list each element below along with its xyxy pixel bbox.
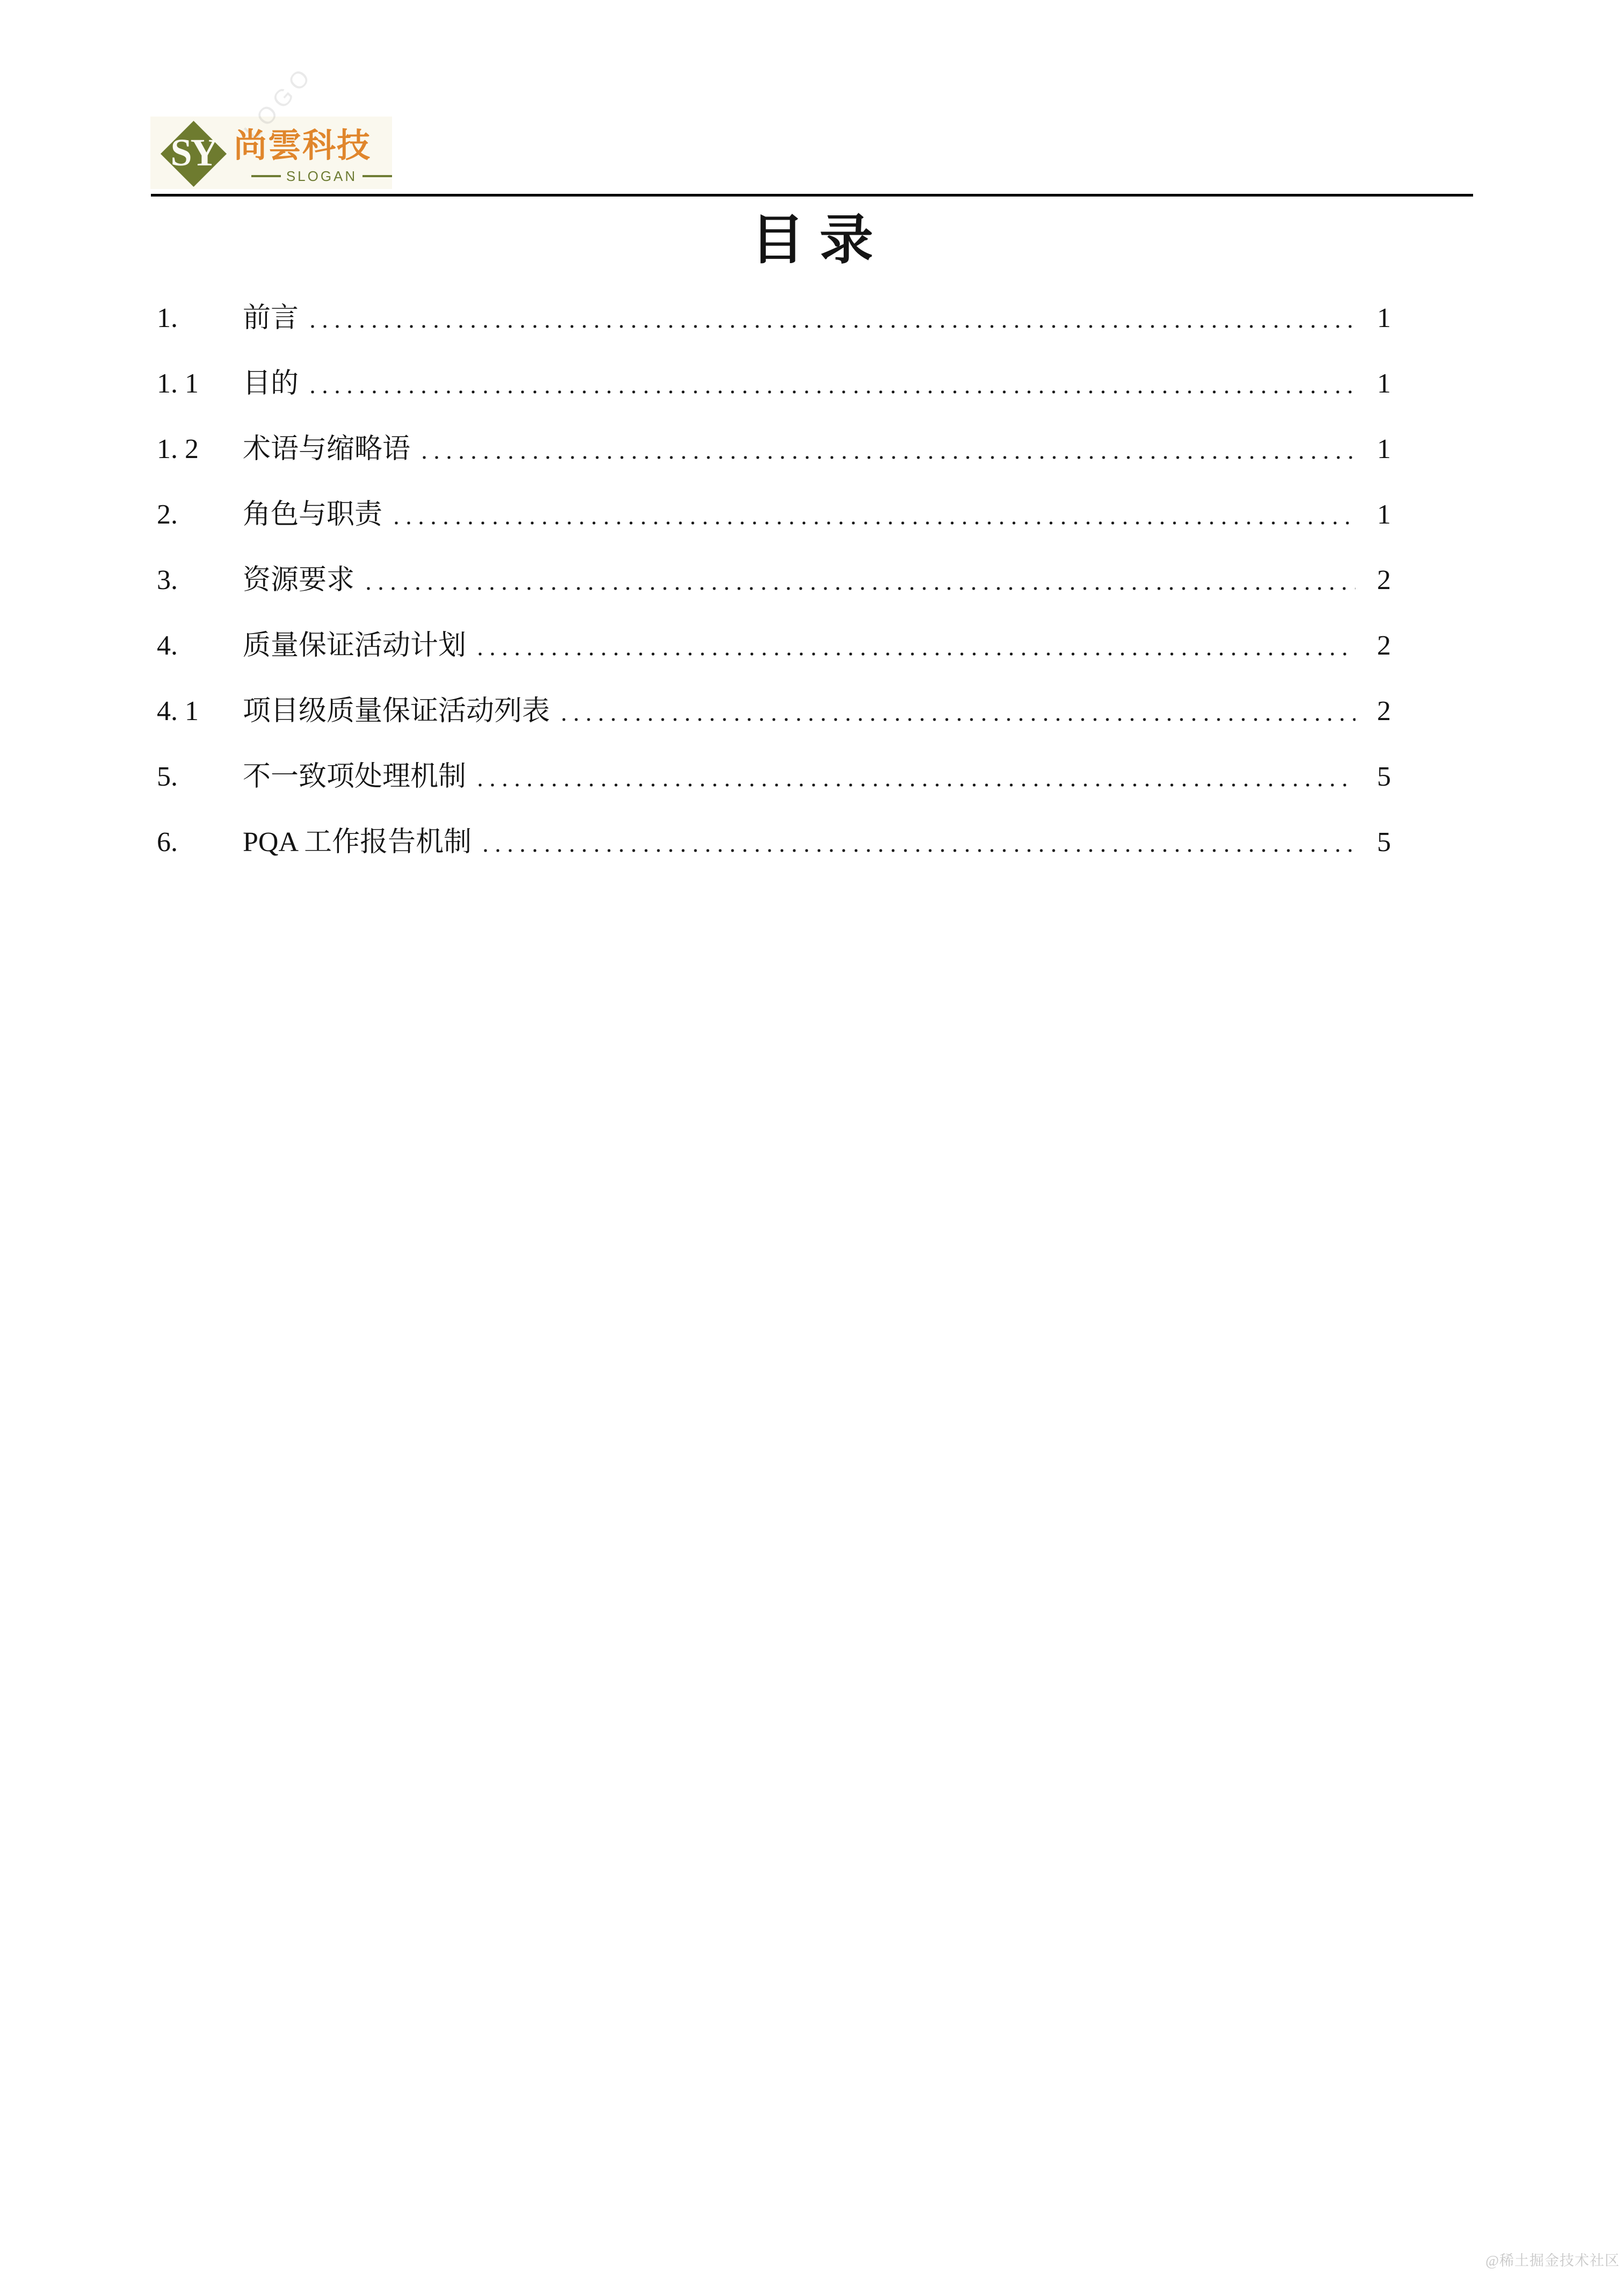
dot-leader bbox=[478, 783, 1355, 787]
toc-entry-label: 术语与缩略语 bbox=[243, 434, 411, 464]
dot-leader bbox=[562, 717, 1355, 722]
toc-row[interactable] bbox=[157, 829, 1391, 856]
dot-leader bbox=[310, 324, 1355, 329]
toc-row[interactable] bbox=[157, 567, 1391, 594]
toc-entry-label: PQA 工作报告机制 bbox=[243, 827, 472, 858]
toc-entry-page: 1 bbox=[1377, 303, 1391, 333]
header-rule bbox=[151, 194, 1473, 197]
dot-leader bbox=[483, 848, 1355, 853]
toc-row[interactable] bbox=[157, 698, 1391, 725]
toc-entry-label: 项目级质量保证活动列表 bbox=[243, 696, 550, 727]
logo-slogan bbox=[251, 169, 392, 183]
toc-entry-page: 2 bbox=[1377, 565, 1391, 596]
slogan-left-line bbox=[251, 175, 281, 177]
toc-row[interactable] bbox=[157, 501, 1391, 529]
toc-entry-label: 质量保证活动计划 bbox=[243, 630, 467, 661]
toc-entry-label: 前言 bbox=[243, 303, 299, 333]
toc-row[interactable] bbox=[157, 763, 1391, 791]
dot-leader bbox=[394, 521, 1355, 525]
toc-entry-page: 5 bbox=[1377, 761, 1391, 792]
logo-background-watermark: LOGO bbox=[239, 60, 319, 145]
toc-entry-page: 1 bbox=[1377, 368, 1391, 399]
company-logo bbox=[150, 60, 392, 189]
slogan-text: SLOGAN bbox=[286, 168, 358, 184]
toc-entry-page: 1 bbox=[1377, 434, 1391, 464]
page-title: 目录 bbox=[751, 210, 888, 270]
logo-company-name: 尚雲科技 bbox=[234, 128, 372, 164]
toc-row[interactable] bbox=[157, 632, 1391, 660]
dot-leader bbox=[422, 455, 1355, 460]
toc-entry-number: 1. 2 bbox=[157, 434, 199, 464]
toc-list bbox=[157, 304, 1391, 894]
toc-entry-number: 3. bbox=[157, 565, 178, 596]
toc-entry-label: 资源要求 bbox=[243, 565, 355, 596]
dot-leader bbox=[478, 652, 1355, 656]
toc-entry-page: 1 bbox=[1377, 499, 1391, 530]
logo-monogram: SY bbox=[170, 131, 217, 174]
toc-row[interactable] bbox=[157, 435, 1391, 463]
toc-row[interactable] bbox=[157, 370, 1391, 398]
toc-entry-number: 4. 1 bbox=[157, 696, 199, 727]
toc-entry-number: 6. bbox=[157, 827, 178, 858]
toc-entry-label: 角色与职责 bbox=[243, 499, 383, 530]
toc-entry-label: 目的 bbox=[243, 368, 299, 399]
toc-entry-page: 2 bbox=[1377, 696, 1391, 727]
toc-row[interactable] bbox=[157, 304, 1391, 332]
toc-entry-label: 不一致项处理机制 bbox=[243, 761, 467, 792]
slogan-right-line bbox=[363, 175, 392, 177]
toc-entry-number: 1. 1 bbox=[157, 368, 199, 399]
toc-entry-number: 5. bbox=[157, 761, 178, 792]
community-watermark: @稀土掘金技术社区 bbox=[1485, 2253, 1620, 2269]
toc-entry-number: 2. bbox=[157, 499, 178, 530]
toc-entry-page: 2 bbox=[1377, 630, 1391, 661]
dot-leader bbox=[366, 586, 1355, 591]
toc-entry-number: 1. bbox=[157, 303, 178, 333]
dot-leader bbox=[310, 390, 1355, 394]
toc-entry-page: 5 bbox=[1377, 827, 1391, 858]
toc-entry-number: 4. bbox=[157, 630, 178, 661]
